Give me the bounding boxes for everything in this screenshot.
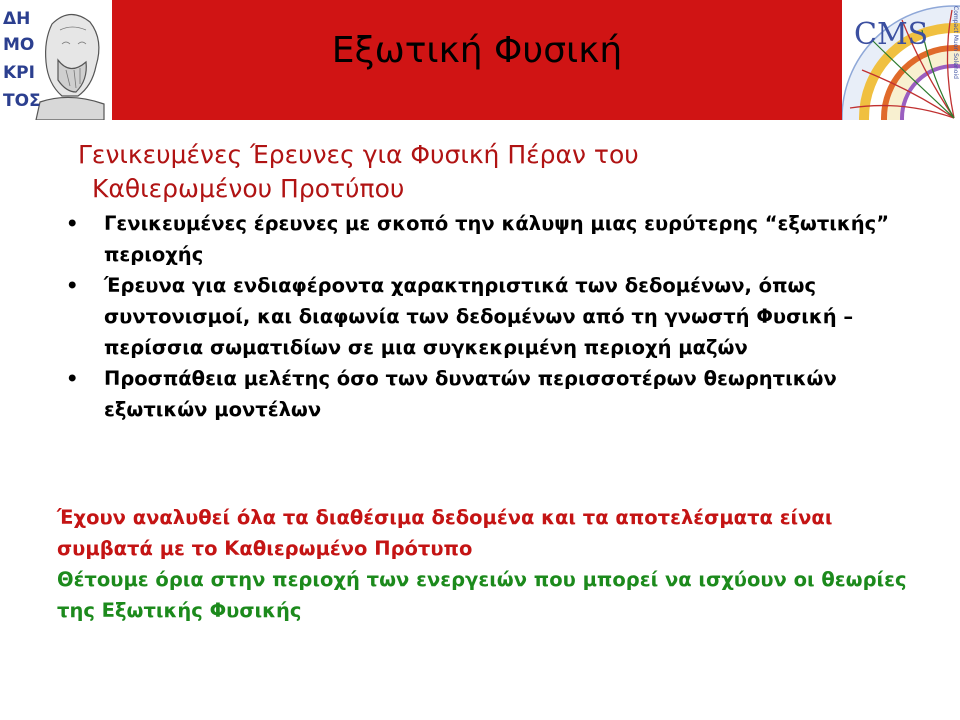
democritos-logo [0,0,112,120]
logo-letters-4: ΤΟΣ [3,91,41,111]
logo-letters-2: ΜΟ [3,35,35,55]
slide-subtitle [78,138,838,206]
cms-logo [842,0,960,120]
bullet-item [62,208,922,270]
bullet-text: Προσπάθεια μελέτης όσο των δυνατών περισσοτέρων θεωρητικών εξωτικών μοντέλων [104,367,837,421]
bullet-marker: • [66,367,79,390]
bullet-item [62,363,922,425]
bullet-text: Γενικευμένες έρευνες με σκοπό την κάλυψη μιας ευρύτερης “εξωτικής” περιοχής [104,212,890,266]
subtitle-line-1: Γενικευμένες Έρευνες για Φυσική Πέραν του [78,140,639,169]
bullet-item [62,270,922,363]
conclusion-red: Έχουν αναλυθεί όλα τα διαθέσιμα δεδομένα και τα αποτελέσματα είναι συμβατά με το Καθιερωμένο Πρότυπο [57,506,833,560]
bullet-marker: • [66,274,79,297]
conclusion-green: Θέτουμε όρια στην περιοχή των ενεργειών που μπορεί να ισχύουν οι θεωρίες της Εξωτικής Φυσικής [57,568,907,622]
cms-logo-graphic [842,0,960,120]
slide-title: Εξωτική Φυσική [331,30,623,71]
democritos-logo-graphic [0,0,112,120]
cms-logo-text: CMS [854,17,929,52]
logo-letters-1: ΔΗ [3,9,31,29]
logo-letters-3: ΚΡΙ [3,63,35,83]
cms-logo-side-text: Compact Muon Solenoid [952,6,959,79]
bullet-text: Έρευνα για ενδιαφέροντα χαρακτηριστικά των δεδομένων, όπως συντονισμοί, και διαφωνία των δεδομένων από τη γνωστή Φυσική – περίσσια σωματιδίων σε μια συγκεκριμένη περιοχή μαζών [104,274,854,359]
subtitle-line-2: Καθιερωμένου Προτύπου [92,174,405,203]
bullet-list [62,208,922,425]
bullet-marker: • [66,212,79,235]
